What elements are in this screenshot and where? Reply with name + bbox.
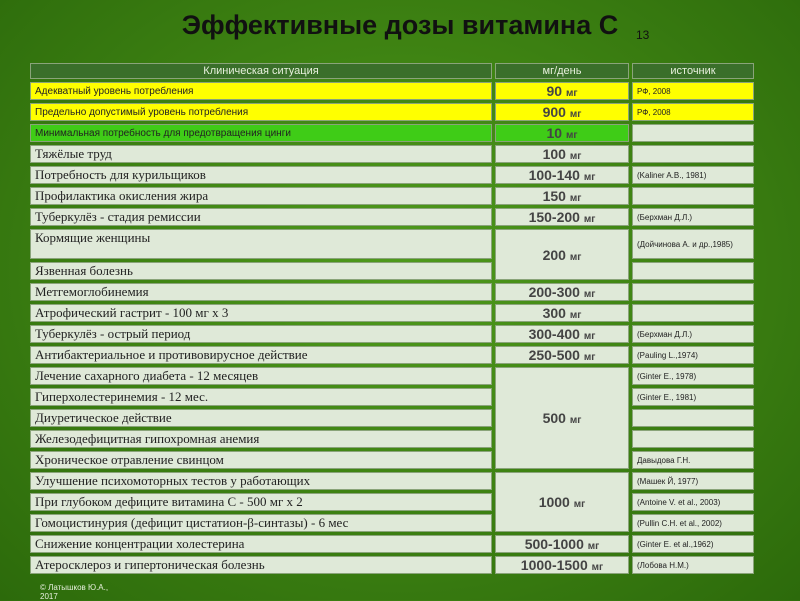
dose-cell: 500 мг bbox=[495, 367, 629, 469]
condition-cell: Потребность для курильщиков bbox=[30, 166, 492, 184]
condition-cell: Диуретическое действие bbox=[30, 409, 492, 427]
table-row bbox=[30, 514, 754, 532]
source-cell: (Берхман Д.Л.) bbox=[632, 208, 754, 226]
table-row bbox=[30, 430, 754, 448]
table-row bbox=[30, 493, 754, 511]
vitamin-c-dose-table bbox=[27, 60, 757, 577]
source-cell: (Машек Й, 1977) bbox=[632, 472, 754, 490]
source-cell bbox=[632, 145, 754, 163]
dose-cell: 200-300 мг bbox=[495, 283, 629, 301]
source-cell bbox=[632, 262, 754, 280]
table-row bbox=[30, 556, 754, 574]
table-row bbox=[30, 262, 754, 280]
condition-cell: Минимальная потребность для предотвращения цинги bbox=[30, 124, 492, 142]
dose-cell: 300-400 мг bbox=[495, 325, 629, 343]
dose-cell: 10 мг bbox=[495, 124, 629, 142]
dose-cell: 90 мг bbox=[495, 82, 629, 100]
table-row bbox=[30, 208, 754, 226]
source-cell: РФ, 2008 bbox=[632, 82, 754, 100]
table-row bbox=[30, 409, 754, 427]
table-row bbox=[30, 166, 754, 184]
dose-cell: 1000-1500 мг bbox=[495, 556, 629, 574]
dose-cell: 250-500 мг bbox=[495, 346, 629, 364]
table-row bbox=[30, 124, 754, 142]
table-row bbox=[30, 304, 754, 322]
condition-cell: Хроническое отравление свинцом bbox=[30, 451, 492, 469]
header-source: источник bbox=[632, 63, 754, 79]
condition-cell: Гомоцистинурия (дефицит цистатион-β-синтазы) - 6 мес bbox=[30, 514, 492, 532]
condition-cell: Лечение сахарного диабета - 12 месяцев bbox=[30, 367, 492, 385]
table-row bbox=[30, 388, 754, 406]
condition-cell: Снижение концентрации холестерина bbox=[30, 535, 492, 553]
condition-cell: Железодефицитная гипохромная анемия bbox=[30, 430, 492, 448]
table-header-row bbox=[30, 63, 754, 79]
source-cell bbox=[632, 409, 754, 427]
condition-cell: Метгемоглобинемия bbox=[30, 283, 492, 301]
condition-cell: Туберкулёз - острый период bbox=[30, 325, 492, 343]
dose-cell: 100 мг bbox=[495, 145, 629, 163]
source-cell: (Pullin C.H. et al., 2002) bbox=[632, 514, 754, 532]
condition-cell: Профилактика окисления жира bbox=[30, 187, 492, 205]
source-cell: (Берхман Д.Л.) bbox=[632, 325, 754, 343]
condition-cell: Тяжёлые труд bbox=[30, 145, 492, 163]
source-cell bbox=[632, 124, 754, 142]
condition-cell: Атеросклероз и гипертоническая болезнь bbox=[30, 556, 492, 574]
condition-cell: Кормящие женщины bbox=[30, 229, 492, 259]
dose-cell: 500-1000 мг bbox=[495, 535, 629, 553]
table-row bbox=[30, 103, 754, 121]
table-row bbox=[30, 229, 754, 259]
table-row bbox=[30, 451, 754, 469]
source-cell: Давыдова Г.Н. bbox=[632, 451, 754, 469]
source-cell bbox=[632, 283, 754, 301]
source-cell: (Kaliner A.B., 1981) bbox=[632, 166, 754, 184]
table-row bbox=[30, 187, 754, 205]
source-cell: (Pauling L.,1974) bbox=[632, 346, 754, 364]
source-cell bbox=[632, 430, 754, 448]
source-cell: (Дойчинова А. и др.,1985) bbox=[632, 229, 754, 259]
source-cell bbox=[632, 187, 754, 205]
table-row bbox=[30, 346, 754, 364]
dose-cell: 300 мг bbox=[495, 304, 629, 322]
table-row bbox=[30, 535, 754, 553]
condition-cell: При глубоком дефиците витамина С - 500 мг х 2 bbox=[30, 493, 492, 511]
condition-cell: Улучшение психомоторных тестов у работающих bbox=[30, 472, 492, 490]
table-row bbox=[30, 472, 754, 490]
table-row bbox=[30, 82, 754, 100]
condition-cell: Адекватный уровень потребления bbox=[30, 82, 492, 100]
copyright-footer: © Латышков Ю.А., 2017 bbox=[40, 583, 109, 601]
dose-cell: 100-140 мг bbox=[495, 166, 629, 184]
condition-cell: Антибактериальное и противовирусное действие bbox=[30, 346, 492, 364]
source-cell: (Лобова Н.М.) bbox=[632, 556, 754, 574]
dose-cell: 200 мг bbox=[495, 229, 629, 280]
source-cell: (Ginter E., 1978) bbox=[632, 367, 754, 385]
condition-cell: Язвенная болезнь bbox=[30, 262, 492, 280]
condition-cell: Предельно допустимый уровень потребления bbox=[30, 103, 492, 121]
source-cell: РФ, 2008 bbox=[632, 103, 754, 121]
dose-cell: 900 мг bbox=[495, 103, 629, 121]
condition-cell: Туберкулёз - стадия ремиссии bbox=[30, 208, 492, 226]
header-condition: Клиническая ситуация bbox=[30, 63, 492, 79]
dose-cell: 150-200 мг bbox=[495, 208, 629, 226]
source-cell bbox=[632, 304, 754, 322]
table-row bbox=[30, 283, 754, 301]
source-cell: (Antoine V. et al., 2003) bbox=[632, 493, 754, 511]
table-row bbox=[30, 325, 754, 343]
page-number: 13 bbox=[636, 28, 650, 42]
dose-cell: 1000 мг bbox=[495, 472, 629, 532]
page-title: Эффективные дозы витамина С bbox=[181, 10, 619, 40]
table-row bbox=[30, 367, 754, 385]
header-dose: мг/день bbox=[495, 63, 629, 79]
dose-cell: 150 мг bbox=[495, 187, 629, 205]
source-cell: (Ginter E. et al.,1962) bbox=[632, 535, 754, 553]
condition-cell: Гиперхолестеринемия - 12 мес. bbox=[30, 388, 492, 406]
source-cell: (Ginter E., 1981) bbox=[632, 388, 754, 406]
table-row bbox=[30, 145, 754, 163]
condition-cell: Атрофический гастрит - 100 мг х 3 bbox=[30, 304, 492, 322]
